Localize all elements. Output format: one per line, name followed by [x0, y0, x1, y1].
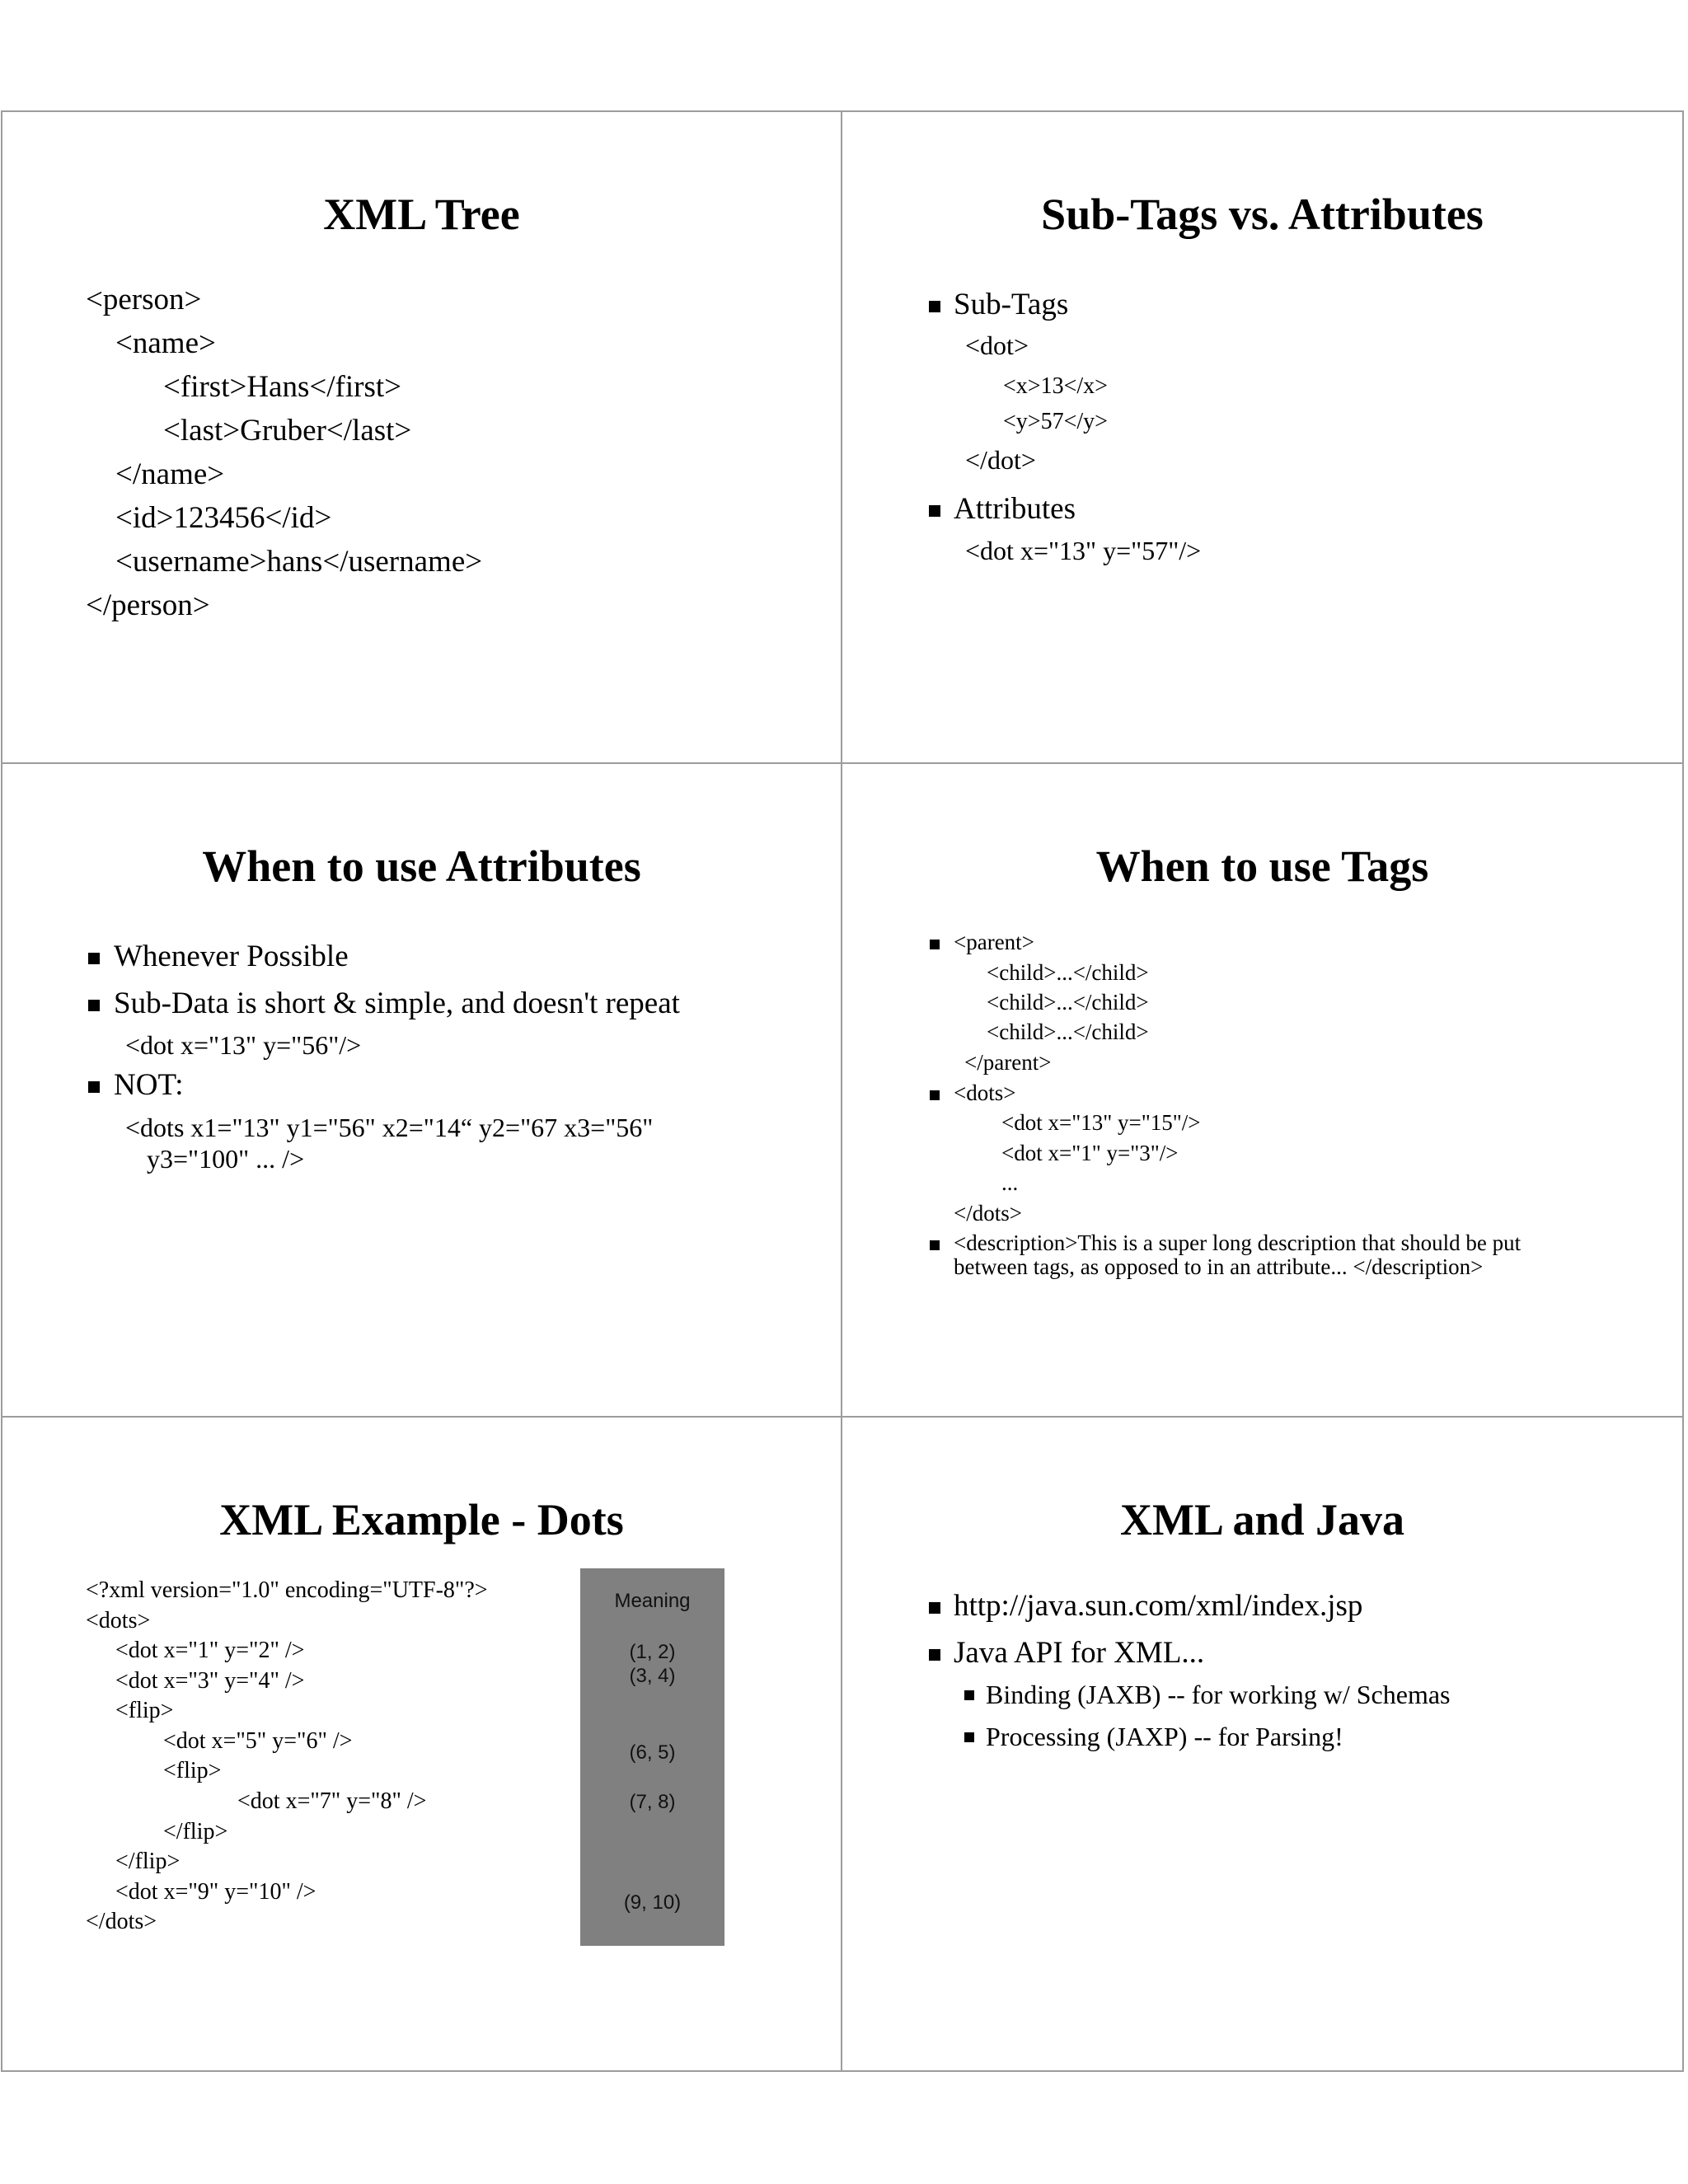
- code-line: <username>hans</username>: [115, 545, 483, 579]
- handout-page: [1, 110, 1684, 2072]
- meaning-value: (6, 5): [629, 1741, 676, 1764]
- bullet-icon: [964, 1732, 974, 1742]
- code-line: <dot x="13" y="57"/>: [965, 536, 1202, 565]
- code-line: <child>...</child>: [987, 990, 1149, 1015]
- bullet-icon: [929, 1602, 940, 1614]
- code-line: <dots x1="13" y1="56" x2="14“ y2="67 x3="56": [125, 1113, 654, 1142]
- bullet-icon: [930, 940, 940, 949]
- code-line: </flip>: [115, 1849, 181, 1874]
- code-line: <id>123456</id>: [115, 501, 332, 535]
- meaning-value: (9, 10): [623, 1891, 682, 1914]
- slide-subtags-vs-attributes: [842, 110, 1684, 764]
- slide-title: When to use Tags: [1095, 841, 1429, 891]
- code-line: </dots>: [954, 1201, 1022, 1226]
- code-line: <dot>: [965, 330, 1029, 360]
- bullet-icon: [929, 505, 940, 517]
- bullet-text: Sub-Tags: [954, 288, 1069, 321]
- code-line: <dot x="1" y="2" />: [115, 1638, 305, 1663]
- bullet-text: Sub-Data is short & simple, and doesn't repeat: [114, 987, 680, 1020]
- slide-title: XML Example - Dots: [219, 1495, 624, 1544]
- code-line: </name>: [115, 457, 225, 491]
- code-line: <dot x="7" y="8" />: [237, 1788, 427, 1814]
- meaning-value: (3, 4): [629, 1665, 676, 1687]
- code-line: <name>: [115, 326, 216, 360]
- bullet-text: Java API for XML...: [954, 1636, 1205, 1670]
- bullet-icon: [88, 1081, 100, 1093]
- slide-xml-and-java: [842, 1418, 1684, 2072]
- code-line: <dot x="1" y="3"/>: [1001, 1141, 1179, 1165]
- slide-xml-example-dots: [1, 1418, 842, 2072]
- bullet-icon: [930, 1240, 940, 1250]
- code-line: y3="100" ... />: [147, 1144, 305, 1174]
- code-line: <y>57</y>: [1003, 409, 1108, 434]
- slide-when-to-use-attributes: [1, 764, 842, 1418]
- sub-bullet-text: Binding (JAXB) -- for working w/ Schemas: [986, 1680, 1451, 1709]
- code-line: <dot x="9" y="10" />: [115, 1879, 316, 1905]
- bullet-icon: [929, 301, 940, 312]
- code-line: </parent>: [964, 1050, 1052, 1075]
- code-line: <first>Hans</first>: [163, 370, 401, 404]
- code-line: ...: [1001, 1170, 1019, 1195]
- slide-xml-tree: [1, 110, 842, 764]
- slide-title: XML and Java: [1119, 1495, 1405, 1544]
- meaning-box: [580, 1568, 724, 1946]
- code-line: </person>: [86, 588, 210, 622]
- link-text: http://java.sun.com/xml/index.jsp: [954, 1589, 1363, 1623]
- meaning-value: (7, 8): [629, 1791, 676, 1813]
- slide-title: Sub-Tags vs. Attributes: [1041, 190, 1484, 239]
- code-line: <dot x="13" y="15"/>: [1001, 1110, 1201, 1135]
- slide-title: XML Tree: [323, 190, 520, 239]
- slide-title: When to use Attributes: [202, 841, 641, 891]
- code-line: <dot x="13" y="56"/>: [125, 1030, 362, 1060]
- meaning-value: (1, 2): [629, 1641, 676, 1663]
- code-line: <child>...</child>: [987, 1019, 1149, 1044]
- bullet-text: NOT:: [114, 1068, 184, 1102]
- code-line: <description>This is a super long description that should be put: [954, 1230, 1522, 1255]
- bullet-icon: [88, 1000, 100, 1011]
- code-line: </dot>: [965, 445, 1036, 475]
- code-line: <parent>: [954, 930, 1034, 954]
- code-line: <last>Gruber</last>: [163, 414, 412, 448]
- code-line: <flip>: [163, 1758, 222, 1783]
- bullet-icon: [88, 953, 100, 964]
- code-line: <?xml version="1.0" encoding="UTF-8"?>: [86, 1577, 488, 1603]
- bullet-text: Whenever Possible: [114, 940, 349, 973]
- code-line: <dot x="5" y="6" />: [163, 1728, 353, 1754]
- slide-when-to-use-tags: [842, 764, 1684, 1418]
- meaning-header: Meaning: [614, 1590, 691, 1612]
- bullet-icon: [964, 1690, 974, 1700]
- code-line: <dot x="3" y="4" />: [115, 1668, 305, 1694]
- bullet-icon: [929, 1649, 940, 1661]
- code-line: <person>: [86, 283, 202, 316]
- code-line: </flip>: [163, 1819, 228, 1844]
- code-line: between tags, as opposed to in an attribute... </description>: [954, 1254, 1484, 1279]
- code-line: <flip>: [115, 1698, 174, 1723]
- bullet-icon: [930, 1090, 940, 1100]
- code-line: <child>...</child>: [987, 960, 1149, 985]
- code-line: <dots>: [954, 1080, 1016, 1105]
- sub-bullet-text: Processing (JAXP) -- for Parsing!: [986, 1722, 1343, 1751]
- code-line: </dots>: [86, 1909, 157, 1934]
- code-line: <x>13</x>: [1003, 373, 1108, 399]
- bullet-text: Attributes: [954, 492, 1076, 526]
- code-line: <dots>: [86, 1608, 151, 1633]
